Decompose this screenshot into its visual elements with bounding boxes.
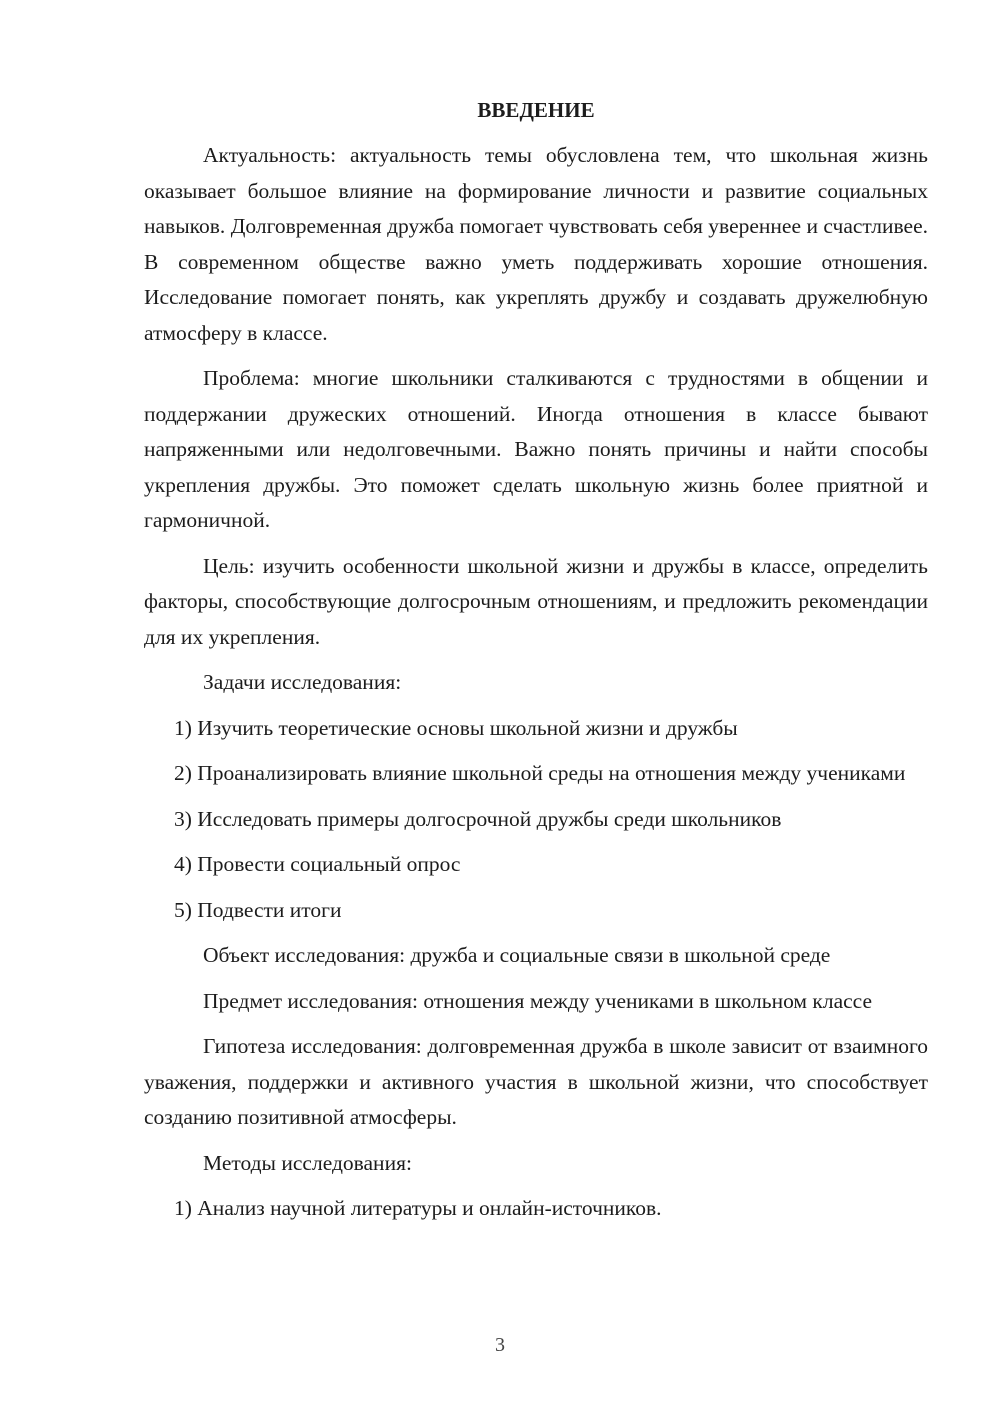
method-item-1: 1) Анализ научной литературы и онлайн-источников. [174, 1196, 662, 1220]
hypothesis-paragraph: Гипотеза исследования: долговременная дружба в школе зависит от взаимного уважения, поддержки и активного участия в школьной жизни, что способствует созданию позитивной атмосферы. [144, 1034, 928, 1129]
task-item-1: 1) Изучить теоретические основы школьной жизни и дружбы [174, 715, 738, 740]
task-item-3: 3) Исследовать примеры долгосрочной дружбы среди школьников [174, 806, 782, 831]
subject-paragraph: Предмет исследования: отношения между учениками в школьном классе [203, 988, 873, 1013]
page-number: 3 [495, 1334, 505, 1356]
tasks-heading: Задачи исследования: [203, 670, 402, 694]
object-paragraph: Объект исследования: дружба и социальные связи в школьной среде [203, 943, 831, 967]
task-item-2: 2) Проанализировать влияние школьной среды на отношения между учениками [174, 761, 906, 785]
goal-paragraph: Цель: изучить особенности школьной жизни и дружбы в классе, определить факторы, способствующие долгосрочным отношениям, и предложить рекомендации для их укрепления. [144, 553, 928, 649]
methods-heading: Методы исследования: [203, 1150, 412, 1175]
problem-paragraph: Проблема: многие школьники сталкиваются с трудностями в общении и поддержании дружеских отношений. Иногда отношения в классе бывают напряженными или недолговечными. Важно понять причины и найти способы укрепления дружбы. Это поможет сделать школьную жизнь более приятной и гармоничной. [144, 366, 928, 532]
page-title: ВВЕДЕНИЕ [477, 98, 595, 122]
relevance-paragraph: Актуальность: актуальность темы обусловлена тем, что школьная жизнь оказывает большое влияние на формирование личности и развитие социальных навыков. Долговременная дружба помогает чувствовать себя увереннее и счастливее. В современном обществе важно уметь поддерживать хорошие отношения. Исследование помогает понять, как укреплять дружбу и создавать дружелюбную атмосферу в классе. [144, 143, 928, 345]
task-item-4: 4) Провести социальный опрос [174, 852, 461, 876]
page-content [144, 92, 928, 1237]
task-item-5: 5) Подвести итоги [174, 897, 342, 922]
